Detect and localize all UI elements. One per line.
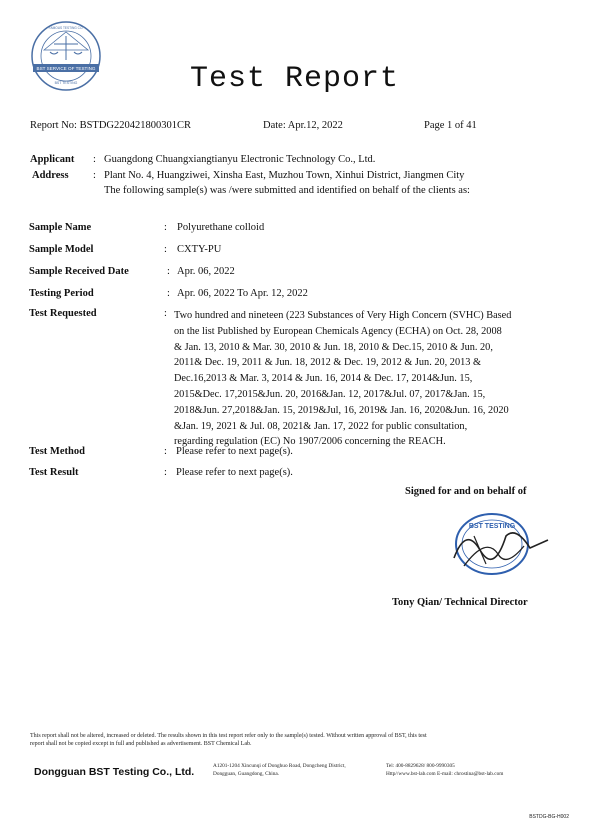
testing-period-value: Apr. 06, 2022 To Apr. 12, 2022 [177, 288, 308, 299]
colon: : [93, 170, 96, 181]
address-label: Address [32, 170, 69, 181]
colon: : [164, 446, 167, 457]
colon: : [167, 266, 170, 277]
report-number: Report No: BSTDG220421800301CR [30, 120, 192, 131]
contact-line: Tel: 400-8829628/ 800-9990305 [386, 763, 455, 769]
colon: : [93, 154, 96, 165]
form-code: BSTDG-BG-H002 [529, 814, 569, 820]
sample-model-value: CXTY-PU [177, 244, 222, 255]
requested-line: regarding regulation (EC) No 1907/2006 concerning the REACH. [174, 436, 446, 448]
svg-text:FAMOUS TESTING CO.: FAMOUS TESTING CO. [48, 26, 84, 30]
requested-line: on the list Published by European Chemicals Agency (ECHA) on Oct. 28, 2008 [174, 325, 502, 337]
sample-name-label: Sample Name [29, 222, 92, 233]
contact-line: Http//www.bst-lab.com E-mail: chrostina@bst-lab.com [386, 771, 504, 777]
test-result-label: Test Result [29, 467, 79, 478]
sample-name-value: Polyurethane colloid [177, 222, 265, 233]
test-requested-text [174, 308, 549, 450]
signed-on-behalf: Signed for and on behalf of [405, 486, 527, 497]
footer-company: Dongguan BST Testing Co., Ltd. [34, 766, 195, 778]
test-method-label: Test Method [29, 446, 85, 457]
svg-text:BST TESTING: BST TESTING [54, 81, 78, 85]
colon: : [164, 467, 167, 478]
requested-line: Dec.16,2013 & Mar. 3, 2014 & Jun. 16, 2014 & Dec. 17, 2014&Jun. 15, [174, 373, 473, 385]
page-number: Page 1 of 41 [424, 120, 477, 131]
svg-text:BST SERVICE OF TESTING: BST SERVICE OF TESTING [36, 66, 96, 71]
requested-line: Two hundred and nineteen (223 Substances of Very High Concern (SVHC) Based [174, 310, 512, 321]
address-line: Dongguan, Guangdong, China. [213, 771, 280, 777]
sample-model-label: Sample Model [29, 244, 94, 255]
requested-line: 2011& Dec. 19, 2011 & Jun. 18, 2012 & Dec. 19, 2012 & Jun. 20, 2013 & [174, 357, 481, 369]
footer-contact [386, 762, 503, 778]
colon: : [167, 288, 170, 299]
colon: : [164, 244, 167, 255]
disclaimer-line: This report shall not be altered, increased or deleted. The results shown in this test report refer only to the sample(s) tested. Without written approval of BST, this test [30, 733, 427, 739]
svg-text:BST TESTING: BST TESTING [468, 523, 516, 530]
address-value: Plant No. 4, Huangziwei, Xinsha East, Muzhou Town, Xinhui District, Jiangmen City [104, 170, 465, 181]
testing-period-label: Testing Period [29, 288, 94, 299]
colon: : [164, 308, 167, 319]
test-result-value: Please refer to next page(s). [176, 467, 293, 478]
test-requested-label: Test Requested [29, 308, 97, 319]
disclaimer [30, 732, 565, 748]
requested-line: &Jan. 19, 2021 & Jul. 08, 2021& Jan. 17, 2022 for public consultation, [174, 420, 468, 432]
requested-line: 2018&Jun. 27,2018&Jan. 15, 2019&Jul, 16, 2019& Jan. 16, 2020&Jun. 16, 2020 [174, 404, 509, 416]
received-date-label: Sample Received Date [29, 266, 129, 277]
applicant-label: Applicant [30, 154, 75, 165]
company-stamp [446, 506, 550, 586]
colon: : [164, 222, 167, 233]
report-date: Date: Apr.12, 2022 [263, 120, 343, 131]
received-date-value: Apr. 06, 2022 [177, 266, 235, 277]
requested-line: & Jan. 13, 2010 & Mar. 30, 2010 & Jun. 18, 2010 & Dec.15, 2010 & Jun. 20, [174, 341, 493, 353]
test-method-value: Please refer to next page(s). [176, 446, 293, 457]
address-line: A1201-1204 Xincunqi of Donghuo Road, Dongcheng District, [213, 763, 346, 769]
disclaimer-line: report shall not be copied except in full and published as advertisement. BST Chemical Lab. [30, 741, 252, 747]
footer-address [213, 762, 346, 778]
intro-text: The following sample(s) was /were submitted and identified on behalf of the clients as: [104, 185, 470, 196]
signatory-name: Tony Qian/ Technical Director [392, 597, 528, 608]
requested-line: 2015&Dec. 17,2015&Jun. 20, 2016&Jan. 12, 2017&Jul. 07, 2017&Jan. 15, [174, 388, 486, 400]
page-title: Test Report [189, 62, 400, 96]
applicant-value: Guangdong Chuangxiangtianyu Electronic Technology Co., Ltd. [104, 154, 376, 165]
